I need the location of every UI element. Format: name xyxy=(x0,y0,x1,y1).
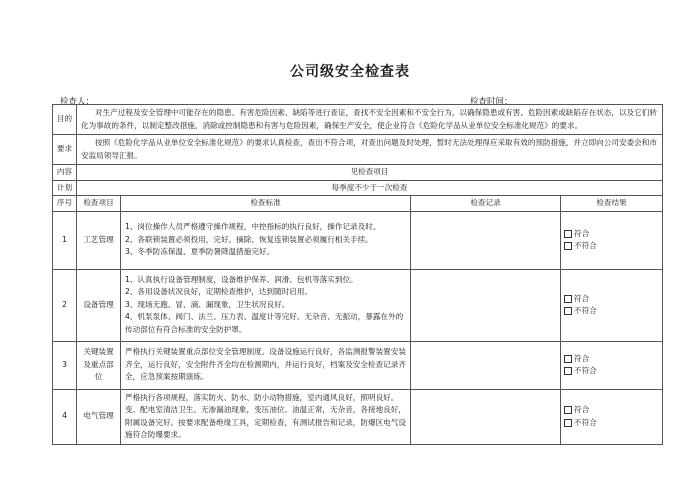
result-cell xyxy=(561,341,663,389)
plan-label: 计划 xyxy=(53,180,77,196)
result-pass-label: 符合 xyxy=(574,405,590,414)
row-standard xyxy=(121,269,411,341)
content-row xyxy=(53,165,663,181)
result-pass-option[interactable] xyxy=(564,293,659,306)
result-cell xyxy=(561,211,663,269)
purpose-label: 目的 xyxy=(53,105,77,135)
table-row xyxy=(53,269,663,341)
result-pass-option[interactable] xyxy=(564,404,659,417)
page-title: 公司级安全检查表 xyxy=(290,64,410,80)
result-fail-option[interactable] xyxy=(564,305,659,318)
requirement-label: 要求 xyxy=(53,135,77,165)
checkbox-icon[interactable] xyxy=(564,295,572,303)
header-standard: 检查标准 xyxy=(121,196,411,212)
result-pass-label: 符合 xyxy=(574,228,590,238)
record-cell[interactable] xyxy=(411,341,561,389)
result-pass-option[interactable] xyxy=(564,228,659,241)
table-row xyxy=(53,389,663,444)
checkbox-icon[interactable] xyxy=(564,242,572,250)
inspection-time-label: 检查时间： xyxy=(470,97,513,107)
row-number: 1 xyxy=(53,211,77,269)
header-result: 检查结果 xyxy=(561,196,663,212)
plan-value: 每季度不少于一次检查 xyxy=(77,180,663,196)
standard-line: 严格执行各项规程，落实防火、防水、防小动物措施，室内通风良好，照明良好。变、配电室清洁卫生、无渗漏油现象，变压油位、油温正常，无杂音，各接地良好，附属设备完好。按要求配备绝缘工具，定期检查，有测试报告和记录，防爆区电气设施符合防爆要求。 xyxy=(125,392,406,439)
checkbox-icon[interactable] xyxy=(564,355,572,363)
row-standard xyxy=(121,341,411,389)
standard-line: 3、现场无跑、冒、滴、漏现象，卫生状况良好。 xyxy=(125,299,290,309)
result-fail-label: 不符合 xyxy=(574,366,597,375)
table-row xyxy=(53,341,663,389)
header-item: 检查项目 xyxy=(77,196,121,212)
standard-line: 2、各用设备状况良好，定期检查维护，达到随时启用。 xyxy=(125,287,313,297)
standard-line: 3、冬季防冻保温、夏季防暑降温措施完好。 xyxy=(125,247,275,257)
row-standard xyxy=(121,389,411,444)
row-item: 关键装置及重点部位 xyxy=(77,341,121,389)
content-label: 内容 xyxy=(53,165,77,181)
result-pass-label: 符合 xyxy=(574,293,590,303)
standard-line: 2、各联锁装置必须投用，完好。摘除、恢复连锁装置必须履行相关手续。 xyxy=(125,234,373,244)
header-no: 序号 xyxy=(53,196,77,212)
checkbox-icon[interactable] xyxy=(564,406,572,414)
header-record: 检查记录 xyxy=(411,196,561,212)
row-item: 设备管理 xyxy=(77,269,121,341)
result-pass-label: 符合 xyxy=(574,353,590,363)
result-fail-option[interactable] xyxy=(564,240,659,253)
row-number: 3 xyxy=(53,341,77,389)
row-number: 4 xyxy=(53,389,77,444)
standard-line: 1、岗位操作人员严格遵守操作规程，中控指标的执行良好，操作记录及时。 xyxy=(125,222,381,232)
result-fail-label: 不符合 xyxy=(574,417,597,427)
row-item: 工艺管理 xyxy=(77,211,121,269)
standard-line: 严格执行关键装置重点部位安全管理制度。设备设施运行良好，各监测报警装置安装齐全，运行良好，安全附件齐全均在检测期内，并运行良好，档案及安全检查记录齐全，应急预案按期演练。 xyxy=(125,347,406,382)
record-cell[interactable] xyxy=(411,269,561,341)
result-fail-label: 不符合 xyxy=(574,241,597,250)
result-fail-option[interactable] xyxy=(564,365,659,378)
row-item: 电气管理 xyxy=(77,389,121,444)
row-standard xyxy=(121,211,411,269)
content-value: 见检查项目 xyxy=(77,165,663,181)
plan-row xyxy=(53,180,663,196)
record-cell[interactable] xyxy=(411,389,561,444)
checkbox-icon[interactable] xyxy=(564,367,572,375)
result-fail-option[interactable] xyxy=(564,417,659,430)
table-row xyxy=(53,211,663,269)
record-cell[interactable] xyxy=(411,211,561,269)
row-number: 2 xyxy=(53,269,77,341)
result-cell xyxy=(561,269,663,341)
requirement-row xyxy=(53,135,663,165)
checkbox-icon[interactable] xyxy=(564,419,572,427)
result-cell xyxy=(561,389,663,444)
standard-line: 1、认真执行设备管理制度，设备维护保养、润滑、包机等落实到位。 xyxy=(125,274,358,284)
header-row xyxy=(53,196,663,212)
inspector-label: 检查人： xyxy=(60,97,95,107)
result-fail-label: 不符合 xyxy=(574,306,597,315)
inspection-table xyxy=(52,104,663,445)
result-pass-option[interactable] xyxy=(564,353,659,366)
checkbox-icon[interactable] xyxy=(564,230,572,238)
checkbox-icon[interactable] xyxy=(564,307,572,315)
standard-line: 4、机泵泵体、阀门、法兰、压力表、温度计等完好。无杂音、无振动，暴露在外的传动部位有符合标准的安全防护罩。 xyxy=(125,312,404,334)
purpose-row xyxy=(53,105,663,135)
requirement-text: 按照《危险化学品从业单位安全标准化规范》的要求认真检查，查出不符合项，对查出问题及时处理，暂时无法处理得应采取有效的预防措施，并立即向公司安委会和市安监局领导汇报。 xyxy=(77,135,663,165)
purpose-text: 对生产过程及安全管理中可能存在的隐患、有害危险因素、缺陷等进行查证，查找不安全因素和不安全行为，以确保隐患或有害、危险因素或缺陷存在状态，以及它们转化为事故的条件，以制定整改措施，消除或控制隐患和有害与危险因素，确保生产安全，使企业符合《危险化学品从业单位安全标准化规范》的要求。 xyxy=(77,105,663,135)
